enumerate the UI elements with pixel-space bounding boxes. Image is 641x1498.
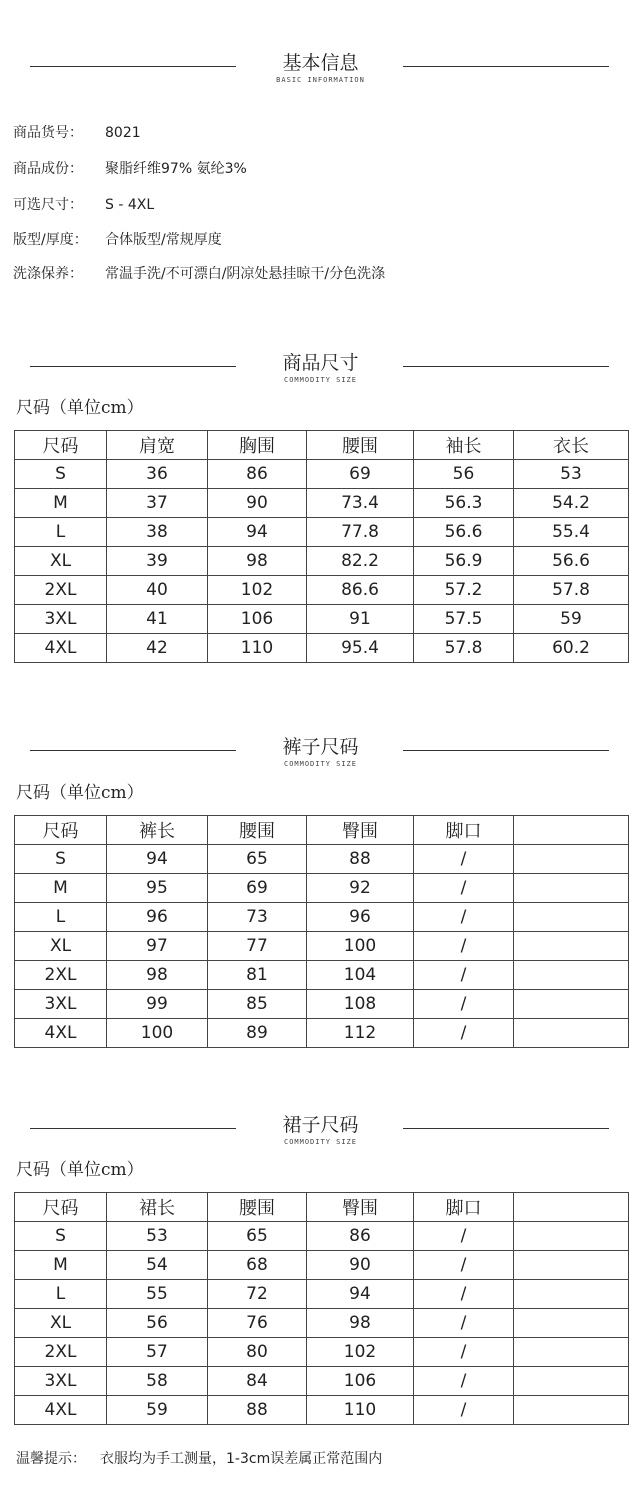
measurement-cell [514, 1367, 629, 1396]
column-header: 腰围 [208, 1193, 307, 1222]
header-rule-right [403, 1128, 609, 1129]
table-row [15, 634, 629, 663]
column-header: 尺码 [15, 816, 107, 845]
info-row-sizes [13, 196, 154, 214]
measurement-cell: 65 [208, 845, 307, 874]
size-cell: S [15, 460, 107, 489]
info-label: 版型/厚度： [13, 232, 88, 248]
info-row-fit [13, 231, 222, 249]
section-title: 裤子尺码 [282, 736, 359, 758]
measurement-cell: 110 [208, 634, 307, 663]
table-row [15, 605, 629, 634]
measurement-cell [514, 1396, 629, 1425]
measurement-cell: 95 [107, 874, 208, 903]
measurement-cell: 98 [107, 961, 208, 990]
table-row [15, 961, 629, 990]
top-size-table [14, 430, 629, 663]
measurement-cell: 57.5 [414, 605, 514, 634]
measurement-cell: / [414, 1019, 514, 1048]
measurement-cell [514, 1222, 629, 1251]
measurement-cell: 56.6 [414, 518, 514, 547]
measurement-cell: 57.2 [414, 576, 514, 605]
skirt-size-header [0, 1114, 641, 1154]
measurement-cell: 90 [208, 489, 307, 518]
size-cell: 4XL [15, 1396, 107, 1425]
measurement-cell: 53 [514, 460, 629, 489]
column-header [514, 816, 629, 845]
measurement-cell: 77.8 [307, 518, 414, 547]
measurement-cell: / [414, 1251, 514, 1280]
table-row [15, 1280, 629, 1309]
measurement-cell: 55 [107, 1280, 208, 1309]
measurement-cell: 69 [307, 460, 414, 489]
size-cell: 3XL [15, 1367, 107, 1396]
measurement-cell: / [414, 1309, 514, 1338]
section-title: 商品尺寸 [282, 352, 359, 374]
table-header-row [15, 816, 629, 845]
measurement-cell: 96 [107, 903, 208, 932]
table-row [15, 1396, 629, 1425]
info-value: 常温手洗/不可漂白/阴凉处悬挂晾干/分色洗涤 [105, 266, 386, 282]
header-rule-right [403, 66, 609, 67]
size-cell: L [15, 1280, 107, 1309]
column-header: 肩宽 [107, 431, 208, 460]
size-cell: 2XL [15, 961, 107, 990]
info-label: 商品货号： [13, 125, 83, 141]
measurement-cell [514, 1280, 629, 1309]
measurement-cell [514, 1309, 629, 1338]
measurement-cell: 57.8 [514, 576, 629, 605]
measurement-cell: 65 [208, 1222, 307, 1251]
size-cell: M [15, 874, 107, 903]
basic-info-header [0, 52, 641, 92]
column-header: 脚口 [414, 1193, 514, 1222]
measurement-cell: 106 [307, 1367, 414, 1396]
measurement-cell: / [414, 1280, 514, 1309]
note-label: 温馨提示： [16, 1451, 86, 1467]
table-row [15, 1367, 629, 1396]
measurement-cell: 106 [208, 605, 307, 634]
section-subtitle: BASIC INFORMATION [276, 76, 365, 84]
measurement-cell: / [414, 932, 514, 961]
size-cell: S [15, 845, 107, 874]
column-header: 臀围 [307, 816, 414, 845]
measurement-cell: 56 [414, 460, 514, 489]
size-cell: 3XL [15, 605, 107, 634]
size-cell: L [15, 518, 107, 547]
measurement-cell: 94 [307, 1280, 414, 1309]
measurement-cell: 77 [208, 932, 307, 961]
measurement-cell: 90 [307, 1251, 414, 1280]
measurement-cell: 108 [307, 990, 414, 1019]
table-row [15, 1222, 629, 1251]
measurement-cell: 81 [208, 961, 307, 990]
table-row [15, 1338, 629, 1367]
measurement-cell: 88 [208, 1396, 307, 1425]
measurement-cell: 68 [208, 1251, 307, 1280]
measurement-cell: 39 [107, 547, 208, 576]
measurement-cell: 95.4 [307, 634, 414, 663]
table-row [15, 518, 629, 547]
table-row [15, 990, 629, 1019]
measurement-cell: / [414, 1367, 514, 1396]
table-header-row [15, 1193, 629, 1222]
measurement-cell: 59 [514, 605, 629, 634]
column-header: 尺码 [15, 431, 107, 460]
size-cell: S [15, 1222, 107, 1251]
table-row [15, 932, 629, 961]
measurement-cell: / [414, 903, 514, 932]
measurement-cell: 88 [307, 845, 414, 874]
info-value: 合体版型/常规厚度 [105, 232, 222, 248]
section-title: 基本信息 [282, 52, 359, 74]
size-cell: 2XL [15, 1338, 107, 1367]
info-row-item-no [13, 124, 141, 142]
measurement-cell: 59 [107, 1396, 208, 1425]
measurement-cell: 56.9 [414, 547, 514, 576]
measurement-cell: 112 [307, 1019, 414, 1048]
measurement-cell [514, 903, 629, 932]
measurement-cell: 69 [208, 874, 307, 903]
size-cell: XL [15, 547, 107, 576]
info-label: 可选尺寸： [13, 197, 83, 213]
measurement-cell: 94 [107, 845, 208, 874]
table-row [15, 547, 629, 576]
size-cell: M [15, 1251, 107, 1280]
size-cell: XL [15, 1309, 107, 1338]
measurement-cell: 89 [208, 1019, 307, 1048]
measurement-cell: 82.2 [307, 547, 414, 576]
unit-label: 尺码（单位cm） [16, 1160, 144, 1180]
table-row [15, 489, 629, 518]
column-header: 腰围 [208, 816, 307, 845]
measurement-cell: 73.4 [307, 489, 414, 518]
table-header-row [15, 431, 629, 460]
commodity-size-header [0, 352, 641, 392]
measurement-cell [514, 1019, 629, 1048]
measurement-cell: / [414, 874, 514, 903]
measurement-cell [514, 990, 629, 1019]
pants-size-header [0, 736, 641, 776]
measurement-cell: 86 [307, 1222, 414, 1251]
measurement-cell: 85 [208, 990, 307, 1019]
table-row [15, 576, 629, 605]
measurement-cell: 73 [208, 903, 307, 932]
measurement-note [16, 1450, 382, 1468]
column-header: 裤长 [107, 816, 208, 845]
measurement-cell: 94 [208, 518, 307, 547]
unit-label: 尺码（单位cm） [16, 398, 144, 418]
column-header: 腰围 [307, 431, 414, 460]
measurement-cell: 80 [208, 1338, 307, 1367]
info-row-care [13, 265, 385, 283]
measurement-cell: 54 [107, 1251, 208, 1280]
measurement-cell [514, 1251, 629, 1280]
size-cell: 4XL [15, 634, 107, 663]
column-header: 脚口 [414, 816, 514, 845]
column-header [514, 1193, 629, 1222]
measurement-cell: 98 [208, 547, 307, 576]
measurement-cell: 56.6 [514, 547, 629, 576]
section-subtitle: COMMODITY SIZE [283, 376, 357, 384]
header-rule-right [403, 366, 609, 367]
measurement-cell: 99 [107, 990, 208, 1019]
measurement-cell [514, 932, 629, 961]
table-row [15, 1251, 629, 1280]
measurement-cell: 102 [307, 1338, 414, 1367]
pants-size-table [14, 815, 629, 1048]
section-subtitle: COMMODITY SIZE [283, 1138, 357, 1146]
measurement-cell [514, 874, 629, 903]
table-row [15, 845, 629, 874]
size-cell: 2XL [15, 576, 107, 605]
table-row [15, 460, 629, 489]
measurement-cell [514, 845, 629, 874]
measurement-cell: 72 [208, 1280, 307, 1309]
measurement-cell: / [414, 1396, 514, 1425]
unit-label: 尺码（单位cm） [16, 783, 144, 803]
measurement-cell: 57 [107, 1338, 208, 1367]
info-value: 8021 [105, 125, 141, 141]
column-header: 衣长 [514, 431, 629, 460]
column-header: 裙长 [107, 1193, 208, 1222]
measurement-cell: 37 [107, 489, 208, 518]
measurement-cell: / [414, 990, 514, 1019]
table-row [15, 874, 629, 903]
measurement-cell: / [414, 845, 514, 874]
measurement-cell: 86 [208, 460, 307, 489]
measurement-cell: 53 [107, 1222, 208, 1251]
measurement-cell [514, 961, 629, 990]
note-text: 衣服均为手工测量，1-3cm误差属正常范围内 [100, 1451, 383, 1467]
measurement-cell: 60.2 [514, 634, 629, 663]
measurement-cell: 110 [307, 1396, 414, 1425]
measurement-cell: 57.8 [414, 634, 514, 663]
measurement-cell: 100 [107, 1019, 208, 1048]
column-header: 尺码 [15, 1193, 107, 1222]
measurement-cell: 58 [107, 1367, 208, 1396]
measurement-cell: / [414, 961, 514, 990]
measurement-cell: 36 [107, 460, 208, 489]
header-rule-right [403, 750, 609, 751]
measurement-cell: 102 [208, 576, 307, 605]
info-row-material [13, 160, 247, 178]
measurement-cell: 40 [107, 576, 208, 605]
table-row [15, 1019, 629, 1048]
measurement-cell: 54.2 [514, 489, 629, 518]
measurement-cell: 92 [307, 874, 414, 903]
size-cell: 3XL [15, 990, 107, 1019]
info-value: S - 4XL [105, 197, 155, 213]
section-title: 裙子尺码 [282, 1114, 359, 1136]
measurement-cell: / [414, 1338, 514, 1367]
size-cell: L [15, 903, 107, 932]
measurement-cell: / [414, 1222, 514, 1251]
measurement-cell: 55.4 [514, 518, 629, 547]
size-cell: M [15, 489, 107, 518]
measurement-cell: 56 [107, 1309, 208, 1338]
measurement-cell: 56.3 [414, 489, 514, 518]
measurement-cell: 96 [307, 903, 414, 932]
size-cell: XL [15, 932, 107, 961]
size-cell: 4XL [15, 1019, 107, 1048]
column-header: 袖长 [414, 431, 514, 460]
info-label: 商品成份： [13, 161, 83, 177]
table-row [15, 1309, 629, 1338]
skirt-size-table [14, 1192, 629, 1425]
measurement-cell: 38 [107, 518, 208, 547]
section-subtitle: COMMODITY SIZE [283, 760, 357, 768]
measurement-cell: 76 [208, 1309, 307, 1338]
column-header: 臀围 [307, 1193, 414, 1222]
measurement-cell: 97 [107, 932, 208, 961]
table-row [15, 903, 629, 932]
measurement-cell: 42 [107, 634, 208, 663]
info-label: 洗涤保养： [13, 266, 83, 282]
measurement-cell: 98 [307, 1309, 414, 1338]
measurement-cell: 91 [307, 605, 414, 634]
measurement-cell: 100 [307, 932, 414, 961]
measurement-cell: 41 [107, 605, 208, 634]
info-value: 聚脂纤维97% 氨纶3% [105, 161, 247, 177]
column-header: 胸围 [208, 431, 307, 460]
measurement-cell: 84 [208, 1367, 307, 1396]
measurement-cell [514, 1338, 629, 1367]
measurement-cell: 86.6 [307, 576, 414, 605]
measurement-cell: 104 [307, 961, 414, 990]
